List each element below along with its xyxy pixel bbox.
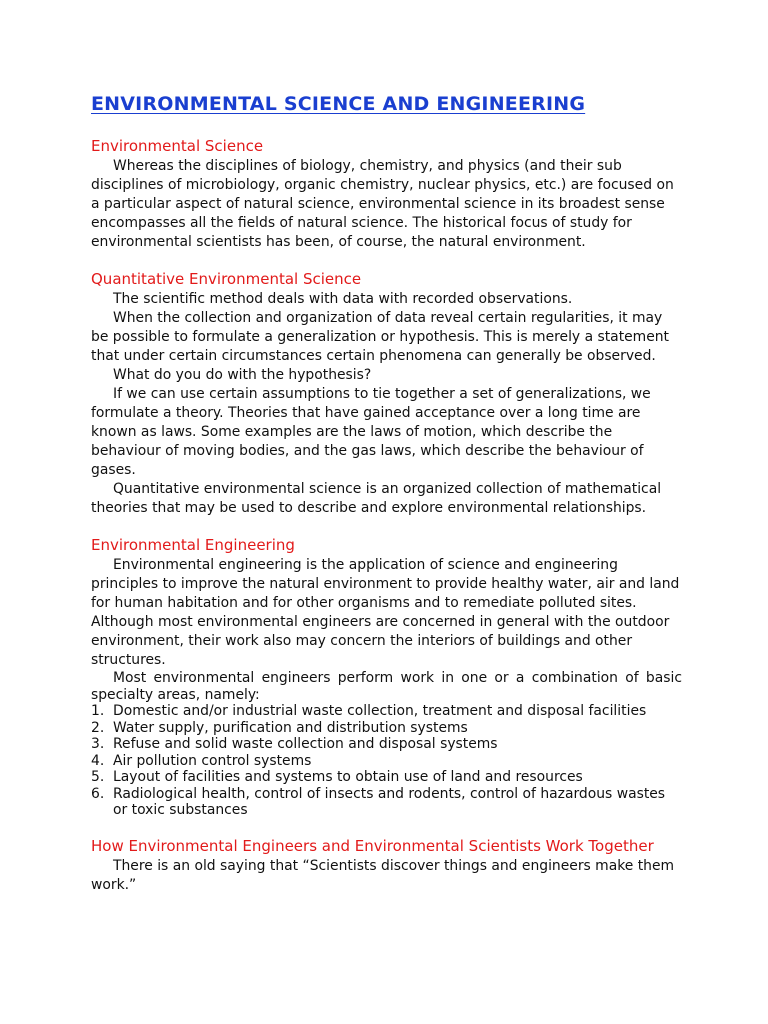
paragraph: There is an old saying that “Scientists discover things and engineers make them work.” [91, 857, 675, 893]
list-number: 3. [91, 736, 105, 752]
list-item [91, 703, 682, 720]
list-item-text: Refuse and solid waste collection and disposal systems [113, 736, 498, 752]
list-number: 4. [91, 752, 105, 769]
section-how-they-work-together [91, 836, 682, 895]
paragraph: Quantitative environmental science is an organized collection of mathematical theories that may be used to describe and explore environmental relationships. [91, 481, 662, 516]
list-number: 5. [91, 769, 105, 785]
list-number: 1. [91, 703, 105, 719]
list-item [91, 753, 682, 770]
section-quantitative-environmental-science [91, 269, 682, 518]
list-item-text: Air pollution control systems [113, 752, 312, 769]
document-title: ENVIRONMENTAL SCIENCE AND ENGINEERING [91, 93, 586, 115]
section-heading: Environmental Engineering [91, 536, 295, 554]
paragraph: The scientific method deals with data with recorded observations. [113, 291, 573, 307]
specialty-areas-list [91, 703, 682, 819]
paragraph: If we can use certain assumptions to tie together a set of generalizations, we formulate a theory. Theories that have gained acceptance over a long time are known as laws. Some examples are the laws of motion, which describe the behaviour of moving bodies, and the gas laws, which describe the behaviour of gases. [91, 386, 651, 478]
paragraph: Whereas the disciplines of biology, chemistry, and physics (and their sub disciplines of microbiology, organic chemistry, nuclear physics, etc.) are focused on a particular aspect of natural science, environmental science in its broadest sense encompasses all the fields of natural science. The historical focus of study for environmental scientists has been, of course, the natural environment. [91, 158, 674, 250]
list-item [91, 736, 682, 753]
paragraph: Most environmental engineers perform work in one or a combination of basic specialty areas, namely: [91, 670, 682, 703]
list-item-text: Water supply, purification and distribution systems [113, 719, 468, 736]
paragraph: Environmental engineering is the application of science and engineering principles to improve the natural environment to provide healthy water, air and land for human habitation and for other organisms and to remediate polluted sites. Although most environmental engineers are concerned in general with the outdoor environment, their work also may concern the interiors of buildings and other structures. [91, 557, 680, 668]
section-heading: Environmental Science [91, 137, 264, 155]
list-item-text: Domestic and/or industrial waste collection, treatment and disposal facilities [113, 703, 647, 719]
list-item [91, 786, 682, 819]
list-item-text: Radiological health, control of insects and rodents, control of hazardous wastes or toxic substances [113, 785, 666, 818]
section-environmental-engineering [91, 535, 682, 819]
paragraph: What do you do with the hypothesis? [113, 367, 372, 383]
section-environmental-science [91, 136, 682, 252]
section-heading: Quantitative Environmental Science [91, 270, 362, 288]
paragraph: When the collection and organization of data reveal certain regularities, it may be possible to formulate a generalization or hypothesis. This is merely a statement that under certain circumstances certain phenomena can generally be observed. [91, 310, 670, 364]
list-number: 2. [91, 719, 105, 736]
list-number: 6. [91, 785, 105, 802]
section-heading: How Environmental Engineers and Environmental Scientists Work Together [91, 836, 654, 855]
list-item [91, 769, 682, 786]
list-item-text: Layout of facilities and systems to obtain use of land and resources [113, 769, 583, 785]
list-item [91, 720, 682, 737]
